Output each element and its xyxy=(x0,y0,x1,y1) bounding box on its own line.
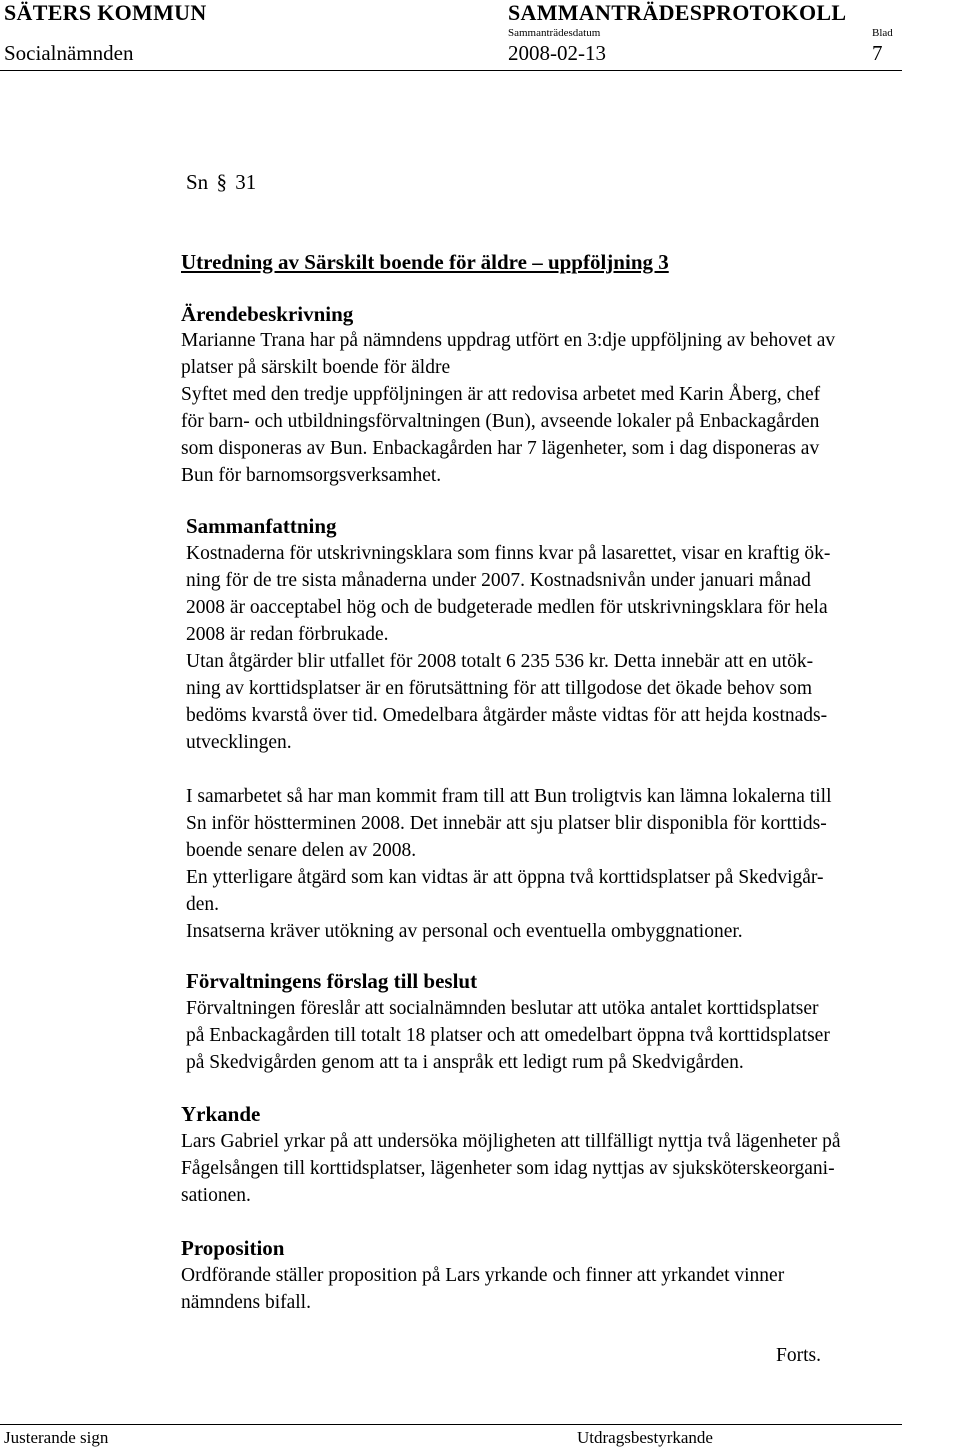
text-line: Kostnaderna för utskrivningsklara som finns kvar på lasarettet, visar en kraftig ök- xyxy=(186,543,831,564)
page-number: 7 xyxy=(872,41,883,65)
text-line: Marianne Trana har på nämndens uppdrag utfört en 3:dje uppföljning av behovet av xyxy=(181,330,836,351)
forslag-text xyxy=(186,995,830,1076)
text-line: nämndens bifall. xyxy=(181,1292,311,1313)
text-line: I samarbetet så har man kommit fram till att Bun troligtvis kan lämna lokalerna till xyxy=(186,786,832,807)
meeting-date: 2008-02-13 xyxy=(508,41,606,65)
text-line: Sn inför höstterminen 2008. Det innebär att sju platser blir disponibla för korttids- xyxy=(186,813,827,834)
heading-proposition: Proposition xyxy=(181,1236,285,1260)
municipality-name: SÄTERS KOMMUN xyxy=(4,0,207,25)
heading-arendebeskrivning: Ärendebeskrivning xyxy=(181,302,354,326)
text-line: Ordförande ställer proposition på Lars yrkande och finner att yrkandet vinner xyxy=(181,1265,785,1286)
text-line: Fågelsången till korttidsplatser, lägenheter som idag nyttjas av sjuksköterskeorgani- xyxy=(181,1158,835,1179)
arendebeskrivning-text xyxy=(181,327,835,489)
header-rule xyxy=(0,70,902,71)
text-line: som disponeras av Bun. Enbackagården har 7 lägenheter, som i dag disponeras av xyxy=(181,438,820,459)
section-value: 31 xyxy=(235,170,257,194)
sammanfattning-text xyxy=(186,540,830,756)
text-line: 2008 är oacceptabel hög och de budgeterade medlen för utskrivningsklara för hela xyxy=(186,597,828,618)
heading-sammanfattning: Sammanfattning xyxy=(186,514,337,538)
text-line: för barn- och utbildningsförvaltningen (Bun), avseende lokaler på Enbackagården xyxy=(181,411,820,432)
heading-forslag: Förvaltningens förslag till beslut xyxy=(186,969,478,993)
section-number xyxy=(186,170,256,195)
text-line: sationen. xyxy=(181,1185,251,1206)
text-line: den. xyxy=(186,894,220,915)
text-line: Utan åtgärder blir utfallet för 2008 totalt 6 235 536 kr. Detta innebär att en utök- xyxy=(186,651,814,672)
text-line: ning av korttidsplatser är en förutsättning för att tillgodose det ökade behov som xyxy=(186,678,813,699)
yrkande-text xyxy=(181,1128,841,1209)
text-line: boende senare delen av 2008. xyxy=(186,840,417,861)
proposition-text xyxy=(181,1262,784,1316)
text-line: Insatserna kräver utökning av personal och eventuella ombyggnationer. xyxy=(186,921,743,942)
footer-rule xyxy=(0,1424,902,1425)
sammanfattning-text-2 xyxy=(186,783,832,945)
text-line: utvecklingen. xyxy=(186,732,292,753)
text-line: En ytterligare åtgärd som kan vidtas är att öppna två korttidsplatser på Skedvigår- xyxy=(186,867,824,888)
text-line: Lars Gabriel yrkar på att undersöka möjligheten att tillfälligt nyttja två lägenheter på xyxy=(181,1131,841,1152)
text-line: Förvaltningen föreslår att socialnämnden beslutar att utöka antalet korttidsplatser xyxy=(186,998,819,1019)
continued-note: Forts. xyxy=(776,1345,821,1366)
text-line: bedöms kvarstå över tid. Omedelbara åtgärder måste vidtas för att hejda kostnads- xyxy=(186,705,828,726)
text-line: på Skedvigården genom att ta i anspråk ett ledigt rum på Skedvigården. xyxy=(186,1052,744,1073)
committee-name: Socialnämnden xyxy=(4,41,134,65)
text-line: Syftet med den tredje uppföljningen är att redovisa arbetet med Karin Åberg, chef xyxy=(181,384,821,405)
document-type: SAMMANTRÄDESPROTOKOLL xyxy=(508,0,847,25)
heading-yrkande: Yrkande xyxy=(181,1102,261,1126)
page-caption: Blad xyxy=(872,27,893,39)
text-line: Bun för barnomsorgsverksamhet. xyxy=(181,465,442,486)
footer-sign-label: Justerande sign xyxy=(4,1428,109,1447)
text-line: på Enbackagården till totalt 18 platser och att omedelbart öppna två korttidsplatser xyxy=(186,1025,830,1046)
section-symbol: § xyxy=(216,170,227,194)
text-line: 2008 är redan förbrukade. xyxy=(186,624,389,645)
section-label: Sn xyxy=(186,170,209,194)
footer-certification-label: Utdragsbestyrkande xyxy=(577,1428,713,1447)
text-line: ning för de tre sista månaderna under 2007. Kostnadsnivån under januari månad xyxy=(186,570,811,591)
text-line: platser på särskilt boende för äldre xyxy=(181,357,451,378)
date-caption: Sammanträdesdatum xyxy=(508,27,601,39)
case-title: Utredning av Särskilt boende för äldre – uppföljning 3 xyxy=(181,250,669,274)
